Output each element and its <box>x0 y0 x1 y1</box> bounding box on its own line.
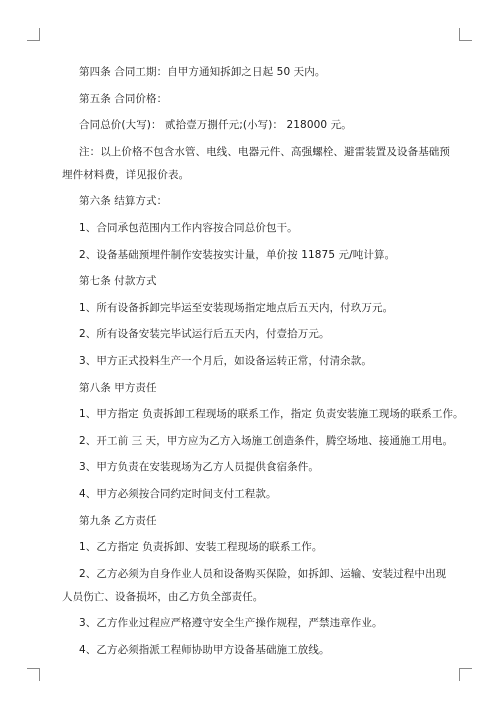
crop-mark-top-right <box>459 28 472 41</box>
paragraph-line: 1、乙方指定 负责拆卸、安装工程现场的联系工作。 <box>79 541 323 554</box>
paragraph-line: 1、甲方指定 负责拆卸工程现场的联系工作，指定 负责安装施工现场的联系工作。 <box>79 408 464 421</box>
paragraph-line: 3、甲方负责在安装现场为乙方人员提供食宿条件。 <box>79 461 319 474</box>
crop-mark-bottom-left <box>27 668 40 681</box>
paragraph-line: 第六条 结算方式： <box>79 195 168 208</box>
document-body <box>62 65 464 669</box>
paragraph-line: 4、乙方必须指派工程师协助甲方设备基础施工放线。 <box>79 643 330 656</box>
paragraph-line: 1、合同承包范围内工作内容按合同总价包干。 <box>79 221 298 234</box>
paragraph-line: 2、乙方必须为自身作业人员和设备购买保险，如拆卸、运输、安装过程中出现 <box>79 567 447 580</box>
paragraph-line: 3、甲方正式投料生产一个月后，如设备运转正常，付清余款。 <box>79 354 372 367</box>
paragraph-line: 第五条 合同价格： <box>79 92 168 105</box>
paragraph-line: 合同总价(大写)： 贰拾壹万捌仟元;(小写)： 218000 元。 <box>79 119 352 132</box>
paragraph-line: 2、设备基础预埋件制作安装按实计量，单价按 11875 元/吨计算。 <box>79 248 396 261</box>
paragraph-line: 第四条 合同工期：自甲方通知拆卸之日起 50 天内。 <box>79 66 326 78</box>
paragraph-line: 第九条 乙方责任 <box>79 514 157 527</box>
paragraph-line: 2、所有设备安装完毕试运行后五天内，付壹拾万元。 <box>79 328 330 341</box>
paragraph-line: 1、所有设备拆卸完毕运至安装现场指定地点后五天内，付玖万元。 <box>79 301 394 314</box>
paragraph-line: 人员伤亡、设备损坏，由乙方负全部责任。 <box>62 590 264 603</box>
paragraph-line: 第七条 付款方式 <box>79 275 157 288</box>
paragraph-line: 3、乙方作业过程应严格遵守安全生产操作规程，严禁违章作业。 <box>79 617 383 630</box>
paragraph-line: 第八条 甲方责任 <box>79 381 157 394</box>
paragraph-line: 注：以上价格不包含水管、电线、电器元件、高强螺栓、避雷装置及设备基础预 <box>79 145 450 158</box>
paragraph-line: 2、开工前 三 天，甲方应为乙方入场施工创造条件，腾空场地、接通施工用电。 <box>79 434 454 447</box>
crop-mark-bottom-right <box>459 668 472 681</box>
paragraph-line: 4、甲方必须按合同约定时间支付工程款。 <box>79 487 277 500</box>
paragraph-line: 埋件材料费，详见报价表。 <box>62 168 190 181</box>
crop-mark-top-left <box>27 28 40 41</box>
